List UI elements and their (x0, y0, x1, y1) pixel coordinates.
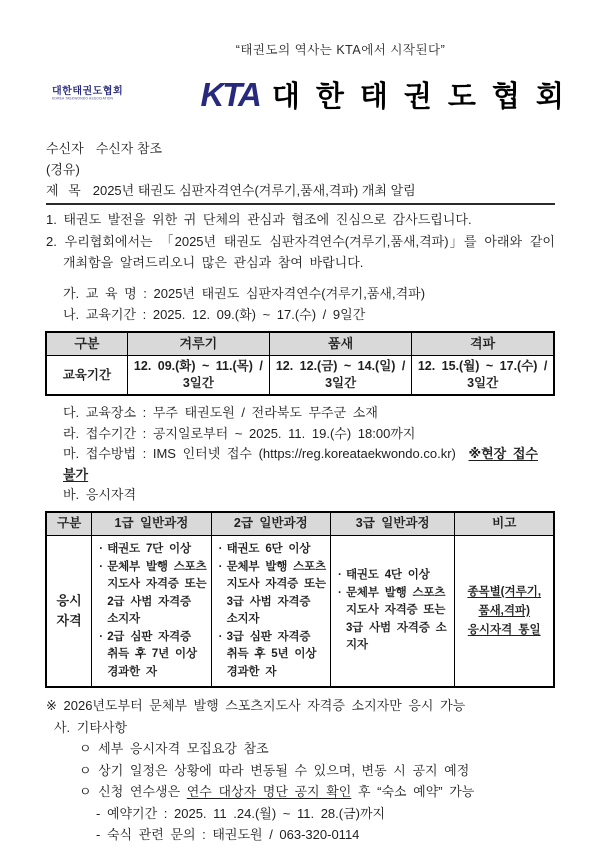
eligibility-header-level2: 2급 일반과정 (211, 512, 330, 536)
education-period-table (45, 331, 555, 397)
etc-sub3-underlined: 연수 대상자 명단 공지 확인 (186, 784, 352, 799)
requirement-item: · 3급 심판 자격증 취득 후 5년 이상 경과한 자 (218, 629, 326, 682)
via-line: (경유) (46, 162, 80, 177)
document-meta (46, 138, 555, 201)
footer-notes (46, 695, 555, 846)
eligibility-remarks-cell (455, 536, 554, 688)
detail-list-top (46, 283, 555, 326)
registration-method-text: 마. 접수방법 : IMS 인터넷 접수 (https://reg.koreataekwondo.co.kr) (63, 446, 456, 461)
item-education-name: 가. 교 육 명 : 2025년 태권도 심판자격연수(겨루기,품새,격파) (63, 285, 426, 301)
schedule-header-kyorugi: 겨루기 (127, 332, 269, 356)
etc-sub-item-3 (46, 781, 555, 803)
item-location: 다. 교육장소 : 무주 태권도원 / 전라북도 무주군 소재 (63, 405, 378, 420)
eligibility-header-row (46, 512, 554, 536)
schedule-dates: 12. 09.(화) ~ 11.(목) / (133, 359, 263, 373)
greeting-paragraph: 1. 태권도 발전을 위한 귀 단체의 관심과 협조에 진심으로 감사드립니다. (46, 212, 472, 227)
requirement-item: · 문체부 발행 스포츠지도사 자격증 또는 2급 사범 자격증 소지자 (98, 559, 206, 629)
onsite-registration-note: ※현장 접수 불가 (63, 446, 538, 482)
eligibility-cell-level1 (92, 536, 211, 688)
schedule-row-label: 교육기간 (46, 356, 127, 396)
remarks-line: 품새,격파) (478, 604, 530, 617)
requirement-item: · 문체부 발행 스포츠지도사 자격증 또는 3급 사범 자격증 소지자 (218, 559, 326, 629)
etc-sub3-suffix: 후 “숙소 예약” 가능 (351, 784, 475, 799)
contact-line: - 숙식 관련 문의 : 태권도원 / 063-320-0114 (96, 827, 360, 842)
schedule-header-gubun: 구분 (46, 332, 127, 356)
schedule-duration: 3일간 (182, 376, 214, 390)
recipient-value: 수신자 참조 (95, 141, 163, 156)
eligibility-row-label-line1: 응시 (56, 593, 82, 608)
requirement-item: · 태권도 7단 이상 (98, 541, 206, 559)
item-eligibility: 바. 응시자격 (63, 487, 137, 502)
eligibility-header-level3: 3급 일반과정 (330, 512, 454, 536)
eligibility-cell-level2 (211, 536, 330, 688)
etc-sub3-prefix: ㅇ 신청 연수생은 (79, 784, 187, 799)
schedule-header-poomsae: 품새 (270, 332, 412, 356)
item-registration-method (46, 444, 555, 485)
reservation-period-line: - 예약기간 : 2025. 11 .24.(월) ~ 11. 28.(금)까지 (96, 805, 386, 821)
schedule-header-row (46, 332, 554, 356)
logo-korean-text: 대한태권도협회 (52, 85, 124, 97)
logo-english-text: KOREA TAEKWONDO ASSOCIATION (52, 96, 114, 101)
note-2026: ※ 2026년도부터 문체부 발행 스포츠지도사 자격증 소지자만 응시 가능 (46, 698, 466, 713)
item-education-period: 나. 교육기간 : 2025. 12. 09.(화) ~ 17.(수) / 9일간 (63, 307, 366, 322)
subject-label: 제 목 (46, 183, 81, 198)
requirement-item: · 태권도 4단 이상 (337, 567, 450, 585)
remarks-line: 종목별(겨루기, (467, 585, 542, 598)
recipient-label: 수신자 (46, 141, 84, 156)
kta-acronym-icon: KTA (200, 75, 260, 113)
schedule-cell-poomsae (270, 356, 412, 396)
eligibility-table (45, 511, 555, 689)
kta-logo (52, 75, 260, 113)
item-registration-period: 라. 접수기간 : 공지일로부터 ~ 2025. 11. 19.(수) 18:00까지 (63, 425, 416, 441)
item-etc: 사. 기타사항 (54, 719, 128, 735)
subject-value: 2025년 태권도 심판자격연수(겨루기,품새,격파) 개최 알림 (92, 183, 416, 198)
document-body (46, 209, 555, 846)
schedule-duration: 3일간 (467, 376, 499, 390)
brand-row (52, 68, 580, 120)
announcement-paragraph: 2. 우리협회에서는 「2025년 태권도 심판자격연수(겨루기,품새,격파)」를 아래와 같이 개최함을 알려드리오니 많은 관심과 참여 바랍니다. (46, 233, 555, 270)
remarks-line: 응시자격 통일 (467, 623, 541, 636)
etc-sub-item-2: ㅇ 상기 일정은 상황에 따라 변동될 수 있으며, 변동 시 공지 예정 (79, 762, 470, 778)
etc-sub-item-1: ㅇ 세부 응시자격 모집요강 참조 (79, 741, 269, 756)
eligibility-header-gubun: 구분 (46, 512, 92, 536)
detail-list-middle (46, 403, 555, 506)
kta-logo-text-block (52, 87, 197, 102)
schedule-cell-kyorugi (127, 356, 269, 396)
eligibility-row-label-line2: 자격 (56, 613, 82, 628)
eligibility-cell-level3 (330, 536, 454, 688)
schedule-dates: 12. 12.(금) ~ 14.(일) / (275, 359, 406, 373)
schedule-data-row (46, 356, 554, 396)
schedule-duration: 3일간 (325, 376, 357, 390)
schedule-header-kyukpa: 격파 (412, 332, 554, 356)
title-divider (46, 203, 555, 205)
requirement-item: · 2급 심판 자격증 취득 후 7년 이상 경과한 자 (98, 629, 206, 682)
eligibility-data-row (46, 536, 554, 688)
recipient-line (46, 138, 555, 159)
requirement-item: · 문체부 발행 스포츠지도사 자격증 또는 3급 사범 자격증 소지자 (337, 585, 450, 655)
eligibility-row-label (46, 536, 92, 688)
eligibility-header-remarks: 비고 (455, 512, 554, 536)
requirement-item: · 태권도 6단 이상 (218, 541, 326, 559)
subject-line (46, 180, 555, 201)
schedule-dates: 12. 15.(월) ~ 17.(수) / (417, 359, 548, 373)
header-slogan: “태권도의 역사는 KTA에서 시작된다” (235, 43, 446, 57)
schedule-cell-kyukpa (412, 356, 554, 396)
eligibility-header-level1: 1급 일반과정 (92, 512, 211, 536)
organization-title: 대한태권도협회 (271, 80, 580, 113)
